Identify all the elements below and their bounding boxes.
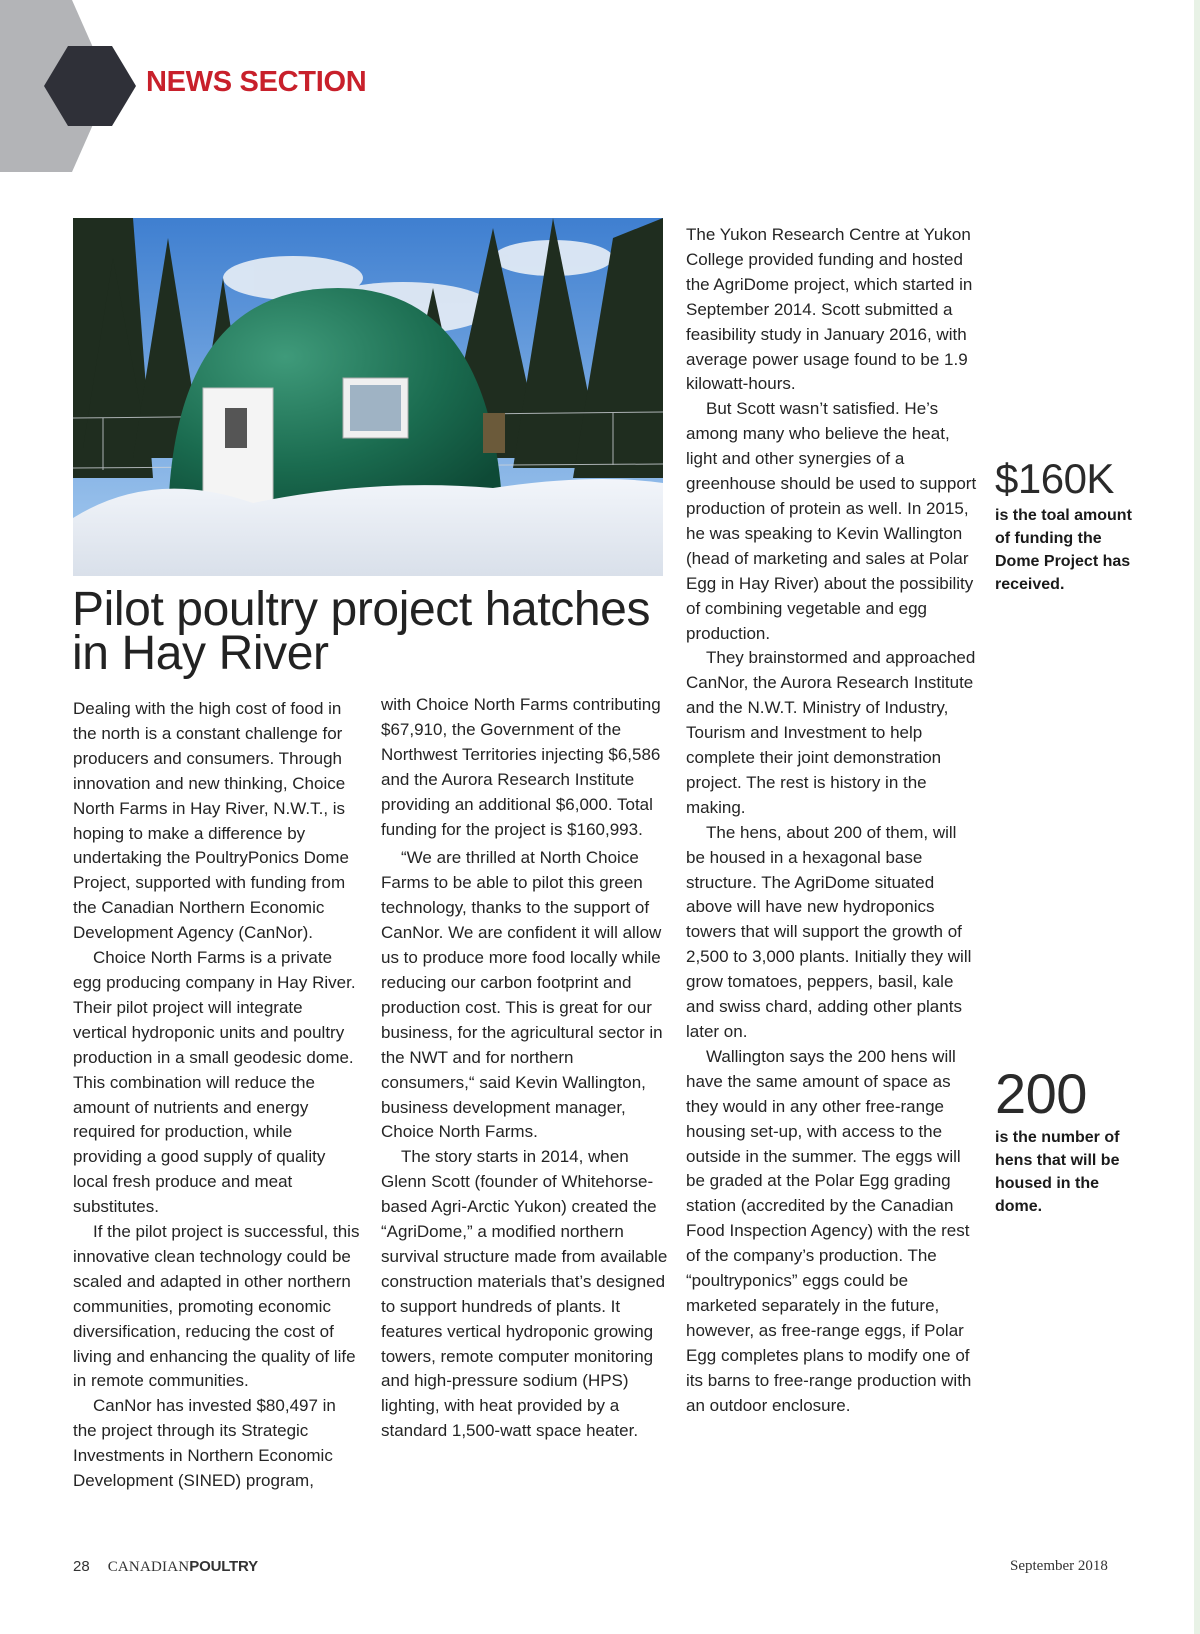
publication-bold: POULTRY: [189, 1558, 258, 1575]
article-column-3: [686, 223, 978, 1419]
dome-photo: [73, 218, 663, 576]
article-column-2: [381, 693, 671, 1444]
paragraph: The story starts in 2014, when Glenn Scott (founder of Whitehorse-based Agri-Arctic Yukon) created the “AgriDome,” a modified northern survival structure made from available construction materials that’s designed to support hundreds of plants. It features vertical hydroponic growing towers, remote computer monitoring and high-pressure sodium (HPS) lighting, with heat provided by a standard 1,500-watt space heater.: [381, 1147, 668, 1441]
article-headline: Pilot poultry project hatches in Hay River: [72, 583, 651, 680]
paragraph: If the pilot project is successful, this innovative clean technology could be scaled and adapted in other northern communities, promoting economic diversification, reducing the cost of living and enhancing the quality of life in remote communities.: [73, 1222, 360, 1391]
paragraph: “We are thrilled at North Choice Farms to be able to pilot this green technology, thanks to the support of CanNor. We are confident it will allow us to produce more food locally while reducing our carbon footprint and production cost. This is great for our business, for the agricultural sector in the NWT and for northern consumers,“ said Kevin Wallington, business development manager, Choice North Farms.: [381, 848, 663, 1142]
section-label: NEWS SECTION: [146, 66, 367, 98]
paragraph: The Yukon Research Centre at Yukon College provided funding and hosted the AgriDome project, which started in September 2014. Scott submitted a feasibility study in January 2016, with average power usage found to be 1.9 kilowatt-hours.: [686, 225, 973, 394]
page-edge-strip: [1194, 0, 1200, 1634]
funding-stat-callout: [995, 456, 1135, 596]
paragraph: Dealing with the high cost of food in the north is a constant challenge for producers and consumers. Through innovation and new thinking, Choice North Farms in Hay River, N.W.T., is hoping to make a difference by undertaking the PoultryPonics Dome Project, supported with funding from the Canadian Northern Economic Development Agency (CanNor).: [73, 699, 349, 943]
paragraph: Choice North Farms is a private egg producing company in Hay River. Their pilot project will integrate vertical hydroponic units and poultry production in a small geodesic dome. This combination will reduce the amount of nutrients and energy required for production, while providing a good supply of quality local fresh produce and meat substitutes.: [73, 948, 356, 1217]
publication-name: [108, 1558, 258, 1576]
paragraph: The hens, about 200 of them, will be housed in a hexagonal base structure. The AgriDome situated above will have new hydroponics towers that will support the growth of 2,500 to 3,000 plants. Initially they will grow tomatoes, peppers, basil, kale and swiss chard, adding other plants later on.: [686, 822, 972, 1041]
paragraph: But Scott wasn’t satisfied. He’s among many who believe the heat, light and other synergies of a greenhouse should be used to support production of protein as well. In 2015, he was speaking to Kevin Wallington (head of marketing and sales at Polar Egg in Hay River) about the possibility of combining vegetable and egg production.: [686, 399, 977, 643]
publication-prefix: CANADIAN: [107, 1559, 190, 1575]
stat-number: $160K: [995, 455, 1114, 502]
footer-left: [73, 1558, 258, 1576]
paragraph: They brainstormed and approached CanNor, the Aurora Research Institute and the N.W.T. Ministry of Industry, Tourism and Investment to help complete their joint demonstration project. The rest is history in the making.: [686, 648, 976, 817]
stat-caption: is the toal amount of funding the Dome Project has received.: [995, 507, 1132, 593]
paragraph: Wallington says the 200 hens will have the same amount of space as they would in any other free-range housing set-up, with access to the outside in the summer. The eggs will be graded at the Polar Egg grading station (accredited by the Canadian Food Inspection Agency) with the rest of the company’s production. The “poultryponics” eggs could be marketed separately in the future, however, as free-range eggs, if Polar Egg completes plans to modify one of its barns to free-range production with an outdoor enclosure.: [686, 1046, 972, 1415]
article-column-1: [73, 697, 361, 1494]
issue-date: September 2018: [1010, 1558, 1108, 1574]
paragraph: with Choice North Farms contributing $67,910, the Government of the Northwest Territories injecting $6,586 and the Aurora Research Institute providing an additional $6,000. Total funding for the project is $160,993.: [381, 695, 661, 839]
page-number: 28: [73, 1558, 90, 1575]
stat-caption: is the number of hens that will be housed in the dome.: [995, 1129, 1120, 1215]
stat-number: 200: [995, 1062, 1087, 1125]
paragraph: CanNor has invested $80,497 in the project through its Strategic Investments in Northern Economic Development (SINED) program,: [73, 1396, 336, 1491]
section-header-hexagon-graphic: [0, 0, 140, 172]
hens-stat-callout: [995, 1064, 1135, 1218]
